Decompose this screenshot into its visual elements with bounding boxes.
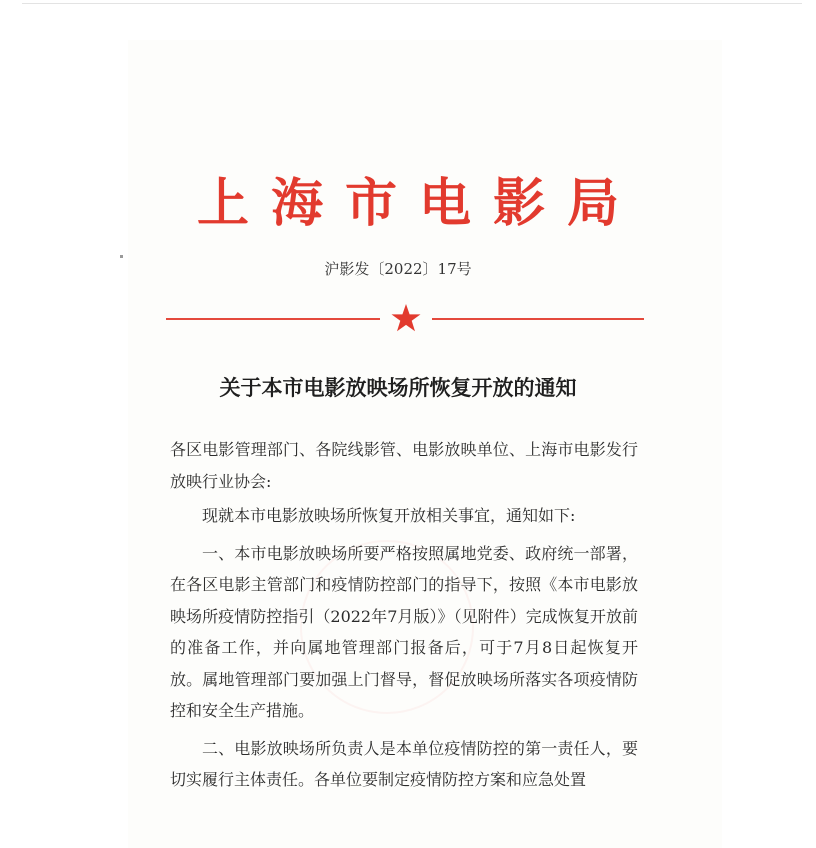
notice-title: 关于本市电影放映场所恢复开放的通知 — [219, 375, 577, 400]
red-divider-left — [166, 318, 380, 320]
issuing-authority-heading: 上海市电影局 — [196, 174, 641, 234]
red-divider-right — [432, 318, 644, 320]
top-border-line — [22, 3, 802, 4]
salutation: 各区电影管理部门、各院线影管、电影放映单位、上海市电影发行放映行业协会: — [170, 440, 638, 491]
notice-body — [170, 434, 638, 796]
document-number: 沪影发〔2022〕17号 — [324, 260, 472, 278]
star-icon — [388, 301, 424, 337]
paragraph-1: 一、本市电影放映场所要严格按照属地党委、政府统一部署，在各区电影主管部门和疫情防控部门的指导下，按照《本市电影放映场所疫情防控指引（2022年7月版）》（见附件）完成恢复开放前的准备工作，并向属地管理部门报备后，可于7月8日起恢复开放。属地管理部门要加强上门督导，督促放映场所落实各项疫情防控和安全生产措施。 — [170, 543, 638, 720]
intro-paragraph: 现就本市电影放映场所恢复开放相关事宜，通知如下: — [202, 506, 576, 525]
paragraph-2: 二、电影放映场所负责人是本单位疫情防控的第一责任人，要切实履行主体责任。各单位要制定疫情防控方案和应急处置 — [170, 738, 638, 789]
